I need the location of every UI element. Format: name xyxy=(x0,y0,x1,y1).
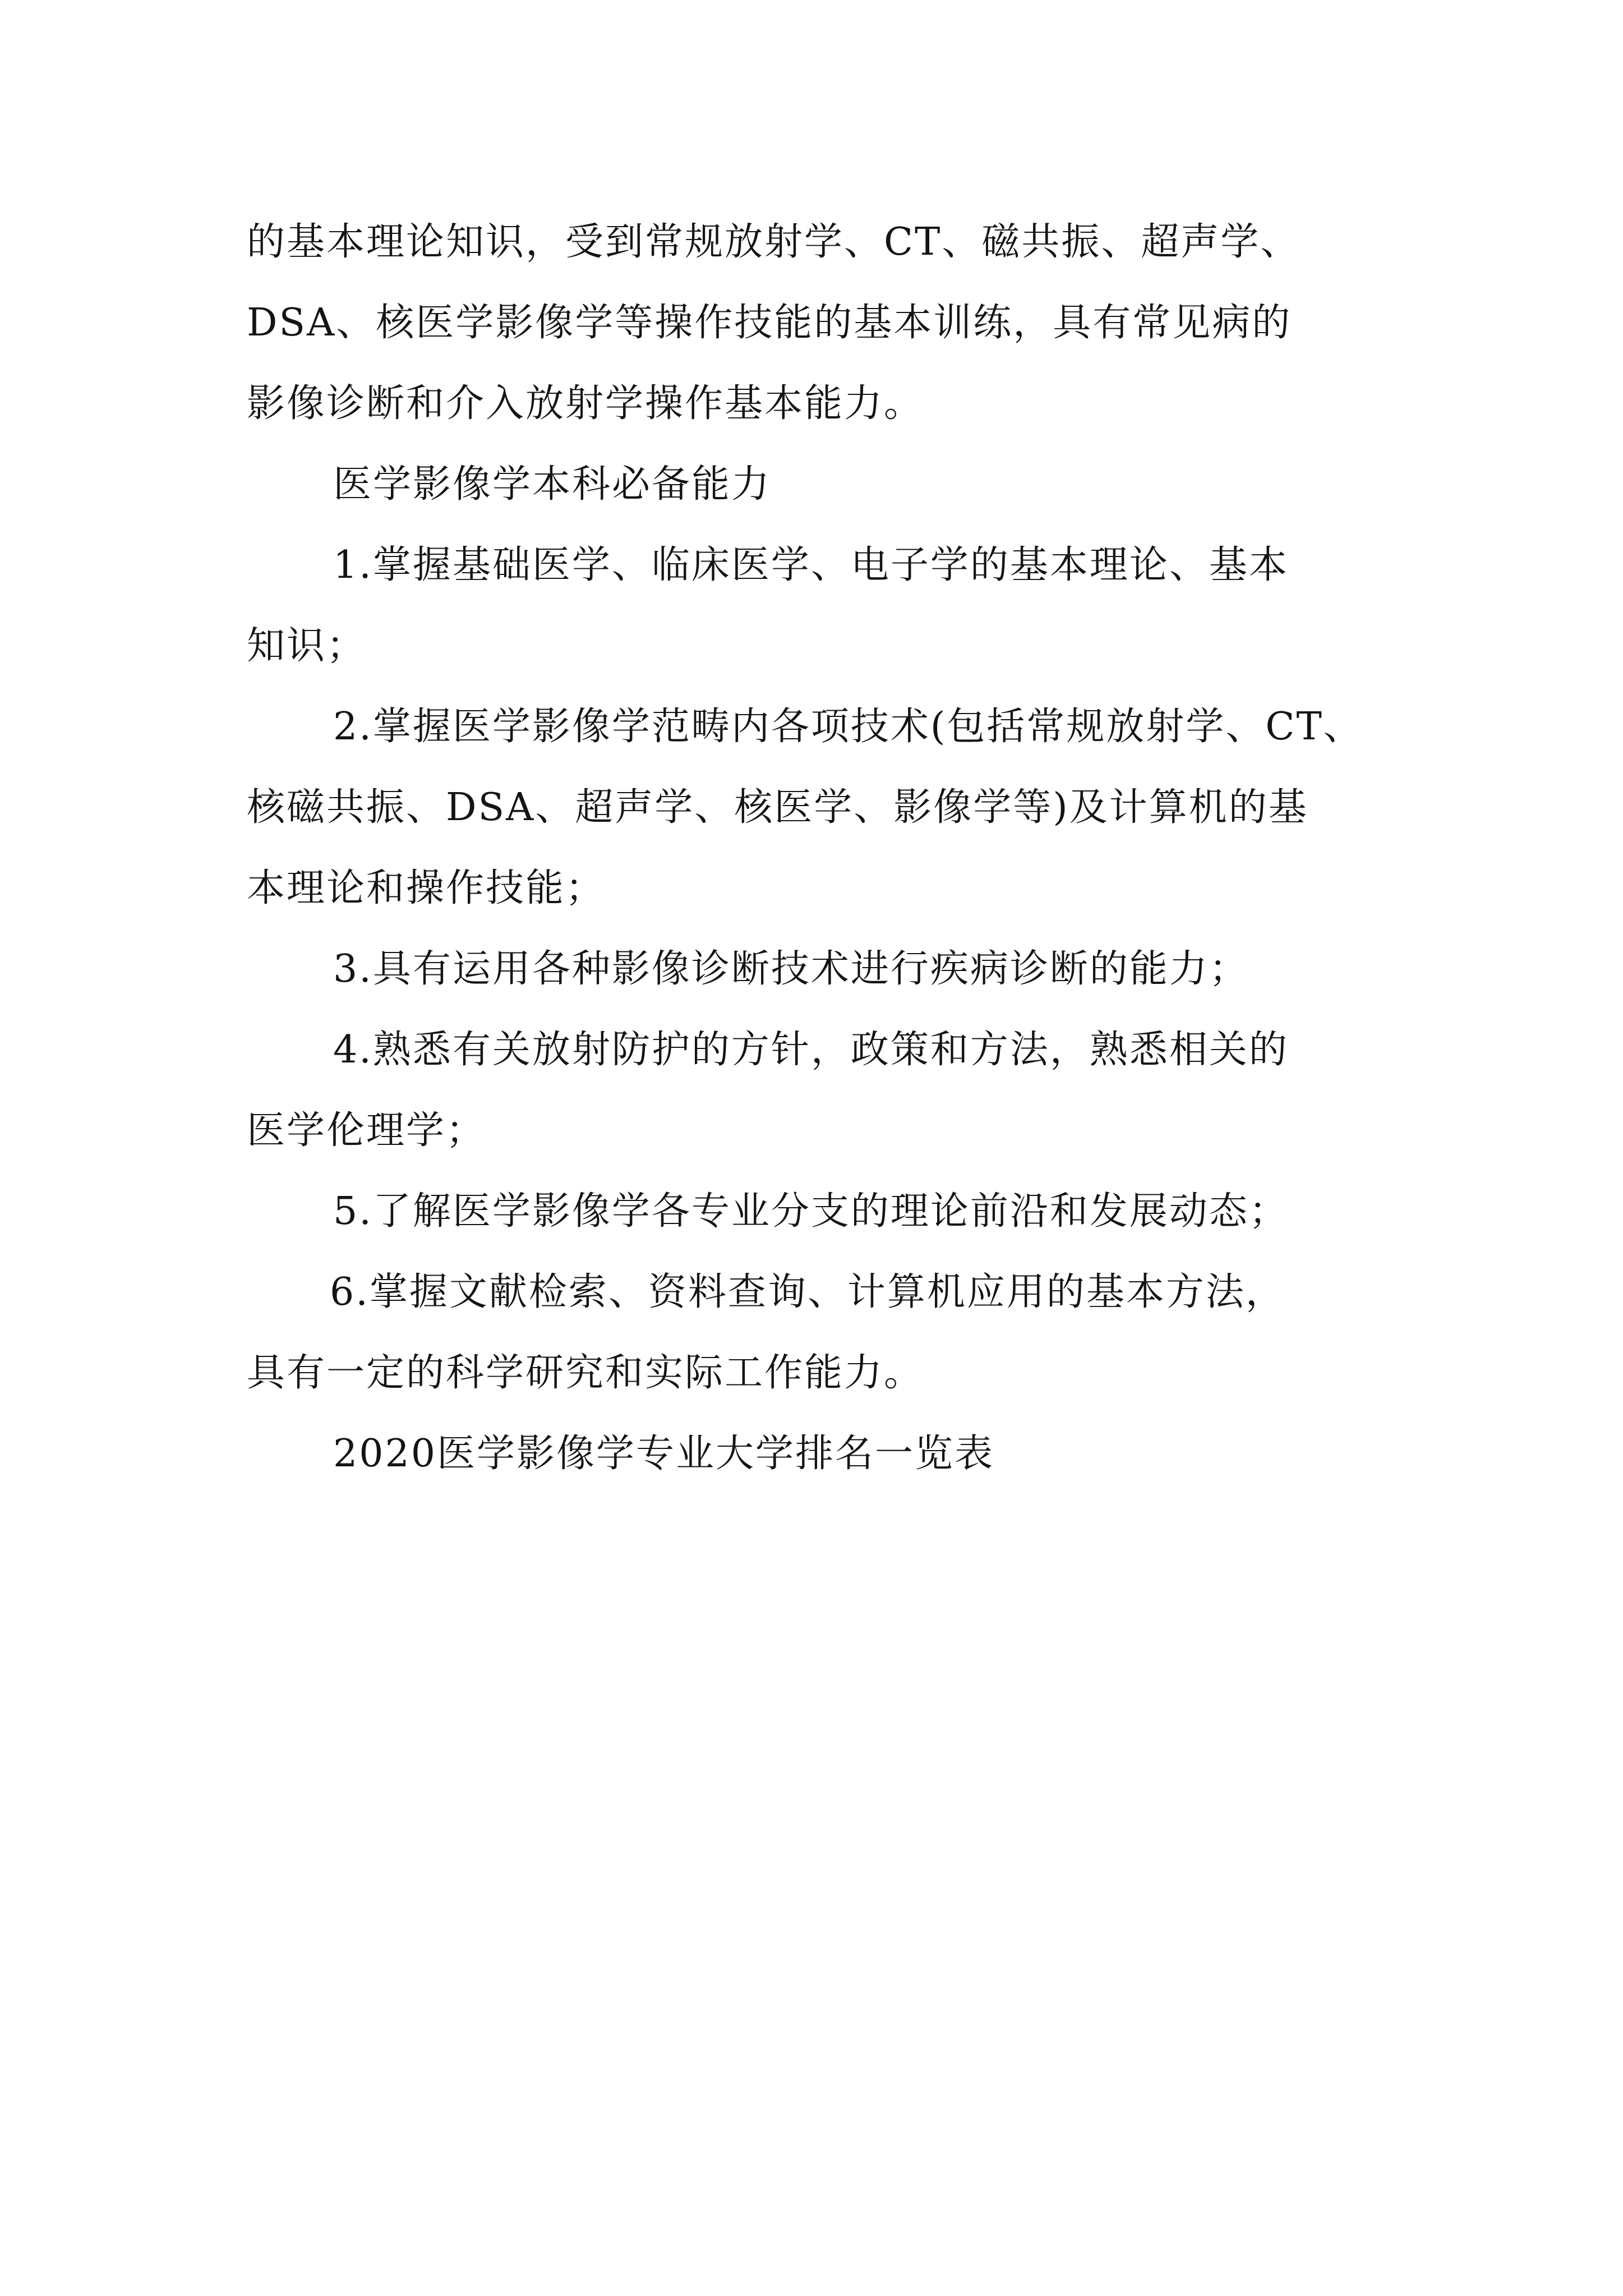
text-line: 本理论和操作技能； xyxy=(247,866,606,910)
text-line: 5.了解医学影像学各专业分支的理论前沿和发展动态； xyxy=(333,1189,1289,1234)
ability-item-5 xyxy=(247,1171,1391,1252)
text-line: 3.具有运用各种影像诊断技术进行疾病诊断的能力； xyxy=(333,947,1249,991)
ability-item-4 xyxy=(247,1010,1391,1171)
intro-paragraph xyxy=(247,202,1391,444)
ability-item-2 xyxy=(247,687,1391,929)
text-line: 6.掌握文献检索、资料查询、计算机应用的基本方法， xyxy=(330,1270,1285,1314)
ability-item-1 xyxy=(247,525,1391,687)
text-line: 医学伦理学； xyxy=(247,1108,486,1153)
text-line: 2020医学影像学专业大学排名一览表 xyxy=(333,1432,995,1476)
ability-item-3 xyxy=(247,929,1391,1010)
text-line: 知识； xyxy=(247,624,367,668)
text-line: DSA、核医学影像学等操作技能的基本训练，具有常见病的 xyxy=(247,301,1292,345)
section-heading xyxy=(247,444,1391,525)
text-line: 影像诊断和介入放射学操作基本能力。 xyxy=(247,381,924,426)
text-line: 核磁共振、DSA、超声学、核医学、影像学等)及计算机的基 xyxy=(247,785,1308,830)
document-body xyxy=(247,202,1391,1494)
text-line: 的基本理论知识，受到常规放射学、CT、磁共振、超声学、 xyxy=(247,220,1301,264)
ability-item-6 xyxy=(247,1252,1391,1414)
text-line: 医学影像学本科必备能力 xyxy=(333,462,772,507)
text-line: 2.掌握医学影像学范畴内各项技术(包括常规放射学、CT、 xyxy=(333,705,1363,749)
text-line: 4.熟悉有关放射防护的方针，政策和方法，熟悉相关的 xyxy=(333,1028,1289,1072)
text-line: 1.掌握基础医学、临床医学、电子学的基本理论、基本 xyxy=(333,543,1289,587)
ranking-title xyxy=(247,1414,1391,1494)
text-line: 具有一定的科学研究和实际工作能力。 xyxy=(247,1351,924,1395)
